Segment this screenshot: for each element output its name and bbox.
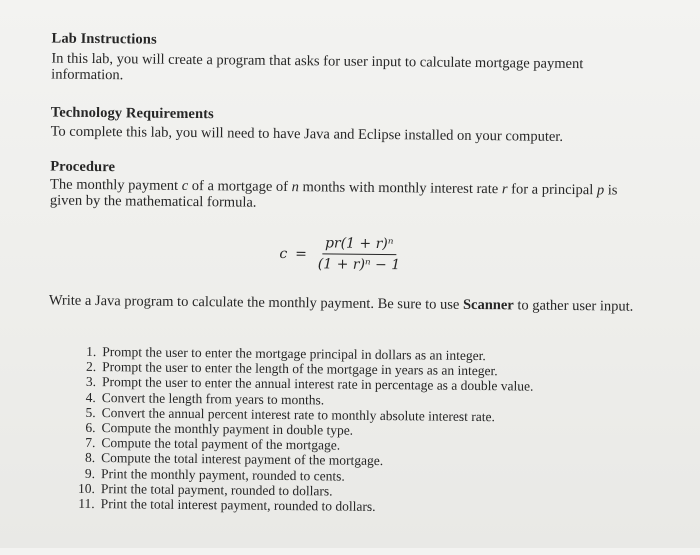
step-text: Print the monthly payment, rounded to cents. [100, 465, 345, 484]
lab-instructions-text: In this lab, you will create a program that asks for user input to calculate mortgage payment information. [51, 50, 584, 84]
mortgage-formula [279, 235, 403, 273]
step-text: Compute the total payment of the mortgage. [101, 435, 341, 453]
step-text: Convert the length from years to months. [101, 389, 325, 408]
step-number: 10. [77, 480, 95, 496]
step-text: Prompt the user to enter the annual interest rate in percentage as a double value. [101, 374, 534, 395]
step-text: Compute the total interest payment of the mortgage. [101, 450, 384, 469]
step-number: 1. [86, 343, 97, 360]
step-number: 7. [85, 435, 96, 451]
lab-instructions-heading: Lab Instructions [51, 30, 157, 48]
procedure-text-part: is given by the mathematical formula. [49, 182, 618, 211]
java-instruction [49, 293, 649, 315]
step-number: 4. [85, 389, 96, 405]
variable-c: c [181, 177, 189, 194]
step-text: Convert the annual percent interest rate to monthly absolute interest rate. [101, 404, 495, 425]
formula-lhs: c [279, 245, 288, 262]
step-text: Compute the monthly payment in double type. [101, 420, 354, 438]
procedure-text-part: The monthly payment [49, 176, 182, 194]
step-text: Print the total payment, rounded to dollars. [100, 480, 333, 499]
formula-denominator: (1 + r)ⁿ − 1 [317, 256, 401, 274]
variable-n: n [291, 179, 299, 196]
step-number: 6. [85, 419, 96, 436]
technology-text: To complete this lab, you will need to have Java and Eclipse installed on your computer. [50, 123, 564, 145]
technology-heading: Technology Requirements [50, 104, 214, 123]
procedure-text-part: of a mortgage of [188, 177, 292, 196]
step-number: 9. [84, 465, 96, 481]
procedure-text-part: for a principal [507, 181, 598, 199]
java-instruction-text: to gather user input. [513, 297, 634, 315]
step-text: Print the total interest payment, rounded to dollars. [100, 496, 376, 514]
variable-p: p [596, 182, 605, 199]
step-number: 11. [78, 495, 95, 512]
step-text: Prompt the user to enter the length of the mortgage in years as an integer. [102, 359, 498, 379]
java-instruction-text: Write a Java program to calculate the monthly payment. Be sure to use [48, 292, 464, 313]
procedure-text-part: months with monthly interest rate [298, 179, 502, 198]
step-number: 2. [85, 359, 97, 375]
procedure-heading: Procedure [50, 158, 116, 176]
step-text: Prompt the user to enter the mortgage principal in dollars as an integer. [102, 344, 486, 364]
procedure-text [50, 177, 650, 215]
variable-r: r [501, 181, 508, 198]
formula-numerator: pr(1 + r)ⁿ [322, 235, 397, 255]
formula-equals: = [295, 245, 308, 262]
step-number: 8. [85, 450, 96, 466]
formula-fraction [315, 235, 404, 273]
step-number: 3. [85, 374, 97, 390]
steps-list [73, 344, 534, 516]
step-number: 5. [85, 404, 96, 420]
scanner-keyword: Scanner [462, 296, 514, 314]
